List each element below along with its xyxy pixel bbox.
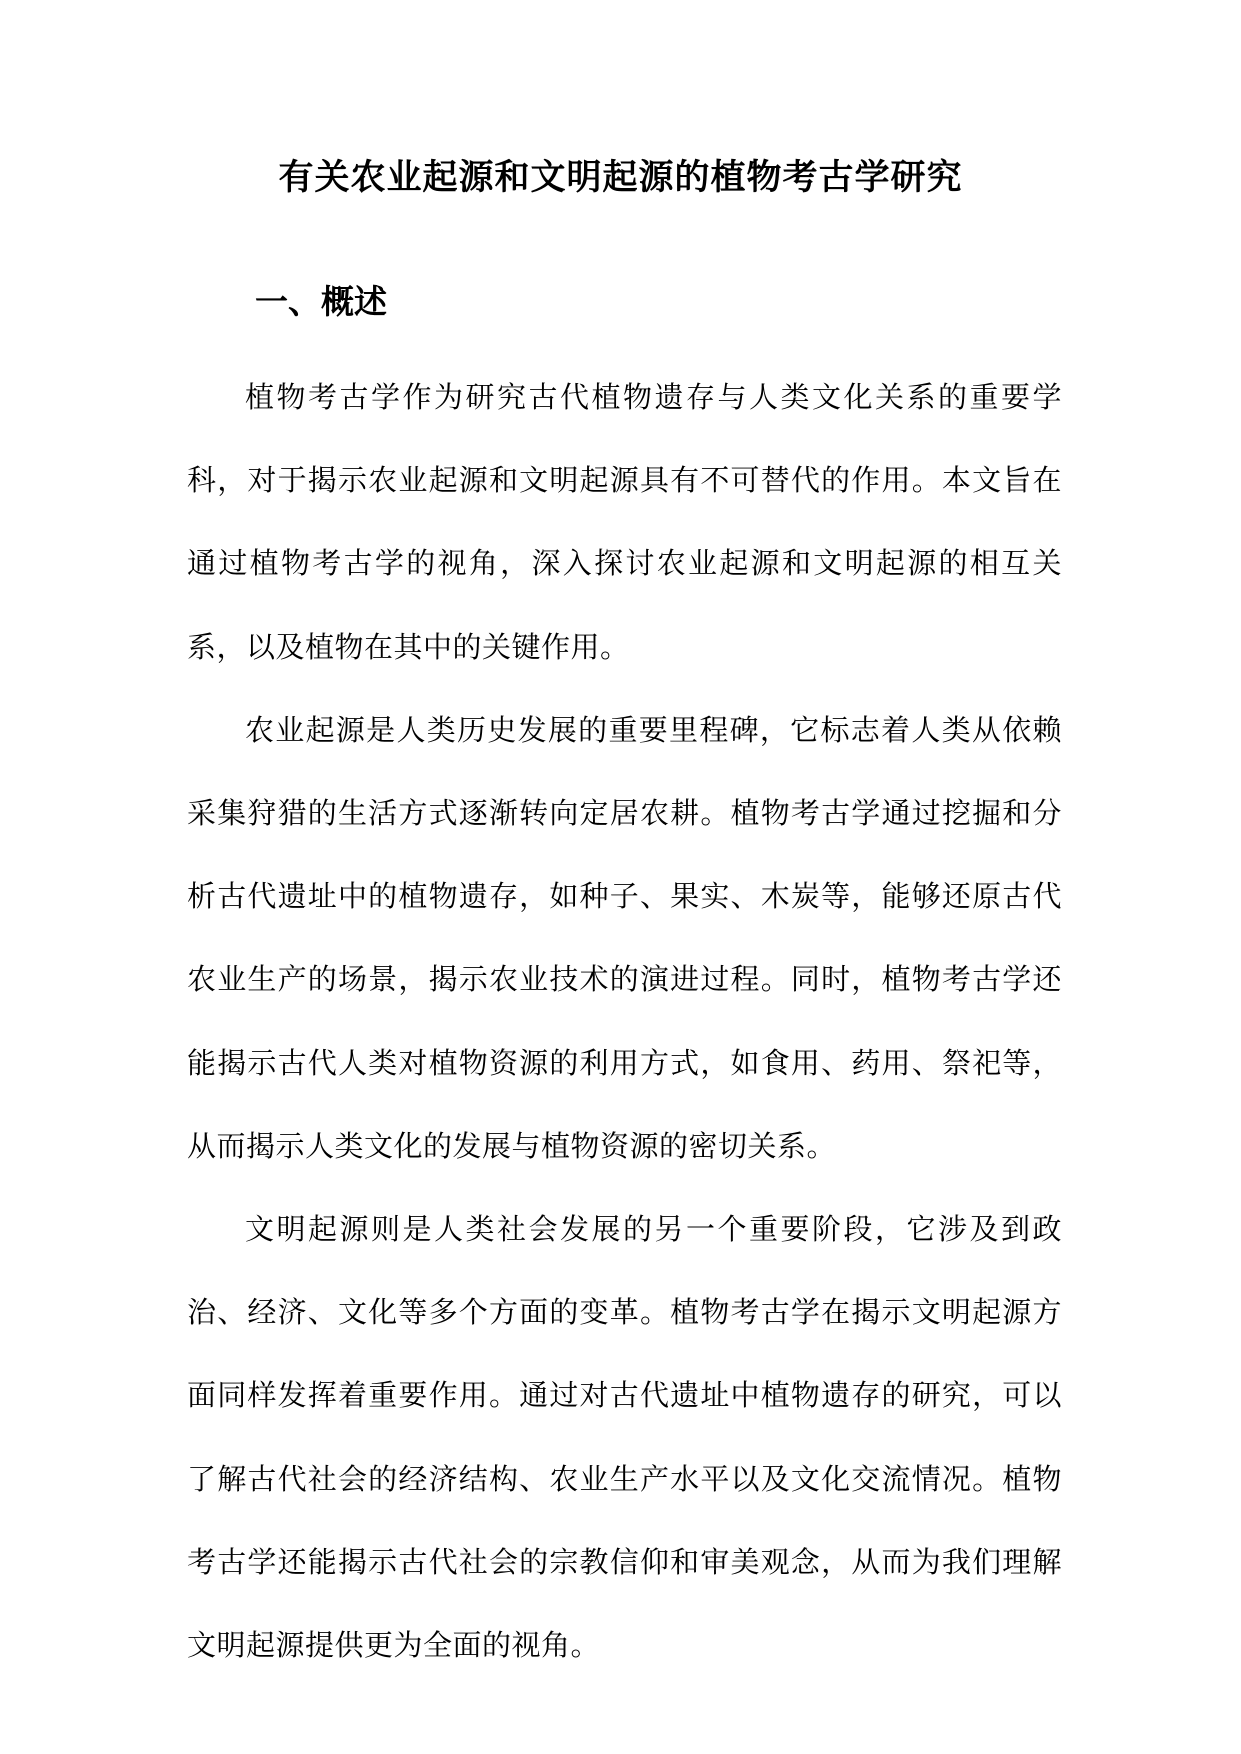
- document-title: 有关农业起源和文明起源的植物考古学研究: [278, 157, 963, 198]
- body-text: [187, 356, 1062, 1687]
- paragraph-2: 农业起源是人类历史发展的重要里程碑，它标志着人类从依赖采集狩猎的生活方式逐渐转向定居农耕。植物考古学通过挖掘和分析古代遗址中的植物遗存，如种子、果实、木炭等，能够还原古代农业生产的场景，揭示农业技术的演进过程。同时，植物考古学还能揭示古代人类对植物资源的利用方式，如食用、药用、祭祀等，从而揭示人类文化的发展与植物资源的密切关系。: [187, 712, 1062, 1163]
- paragraph-1: 植物考古学作为研究古代植物遗存与人类文化关系的重要学科，对于揭示农业起源和文明起源具有不可替代的作用。本文旨在通过植物考古学的视角，深入探讨农业起源和文明起源的相互关系，以及植物在其中的关键作用。: [187, 380, 1062, 664]
- section-heading: 一、概述: [255, 282, 387, 321]
- paragraph-3: 文明起源则是人类社会发展的另一个重要阶段，它涉及到政治、经济、文化等多个方面的变革。植物考古学在揭示文明起源方面同样发挥着重要作用。通过对古代遗址中植物遗存的研究，可以了解古代社会的经济结构、农业生产水平以及文化交流情况。植物考古学还能揭示古代社会的宗教信仰和审美观念，从而为我们理解文明起源提供更为全面的视角。: [187, 1212, 1062, 1663]
